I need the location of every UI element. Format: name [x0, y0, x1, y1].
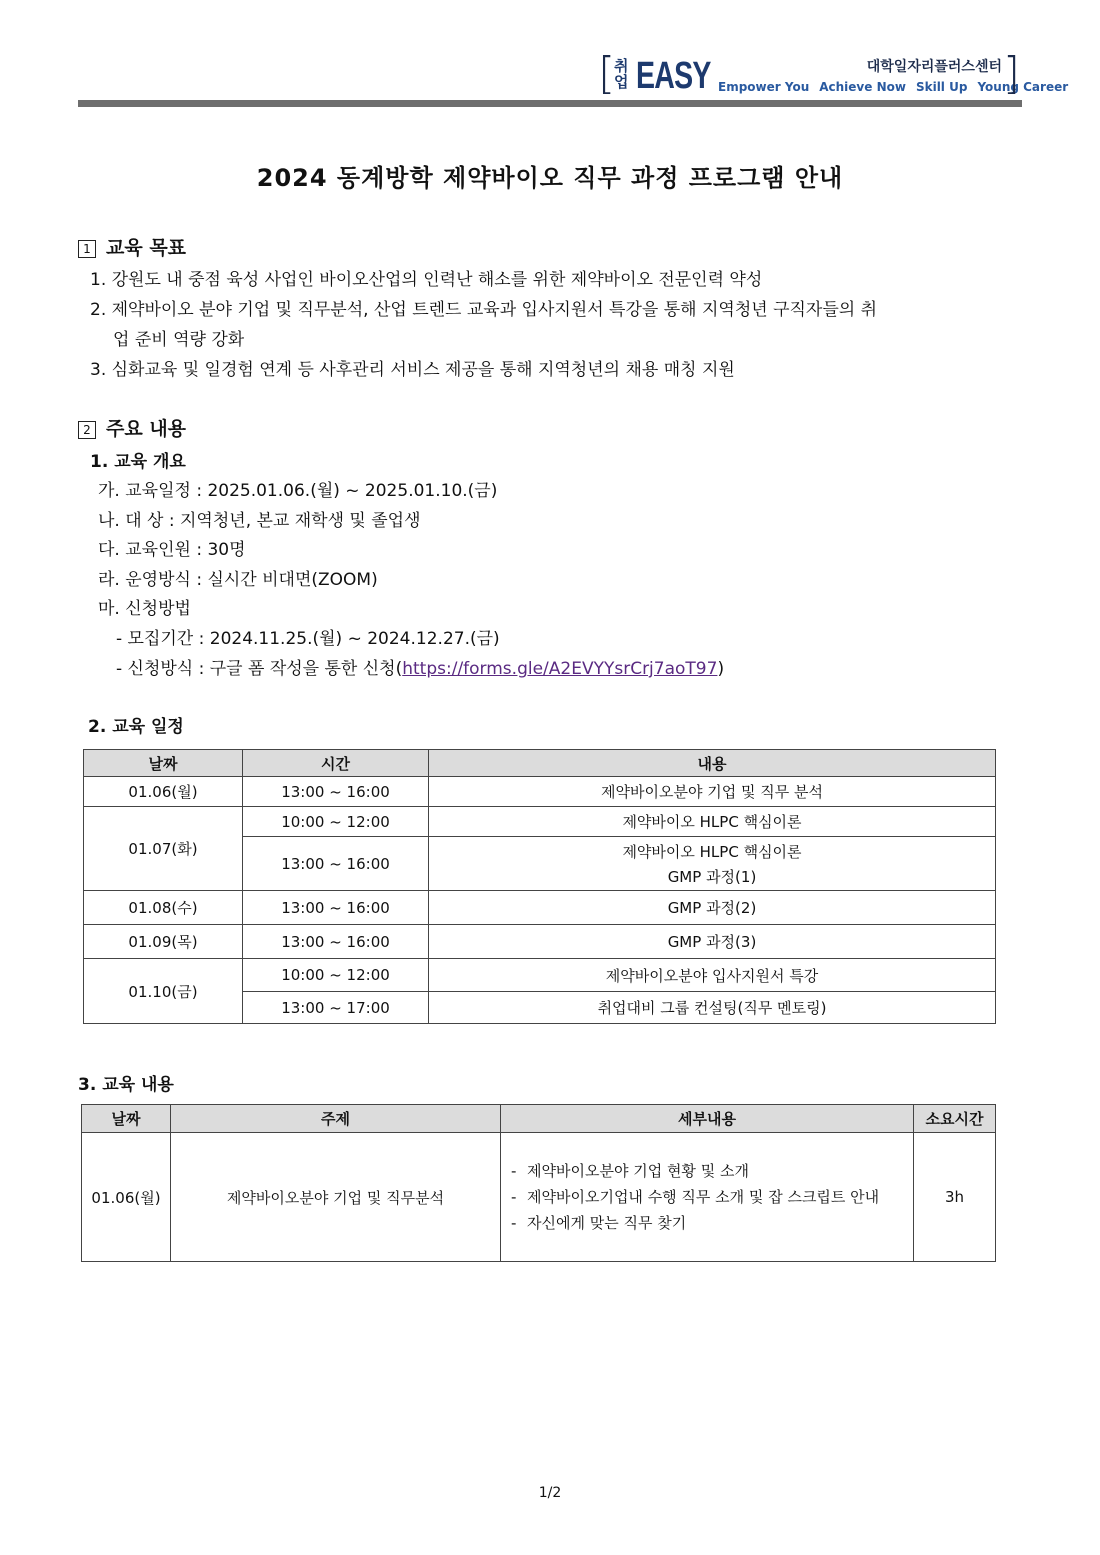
list-item: - 제약바이오기업내 수행 직무 소개 및 잡 스크립트 안내: [511, 1184, 905, 1210]
table-row: 13:00 ~ 16:00 제약바이오 HLPC 핵심이론 GMP 과정(1): [84, 837, 996, 891]
section-number-box: 2: [78, 421, 96, 439]
page-number: 1/2: [538, 1485, 562, 1501]
col-header-topic: 주제: [171, 1105, 501, 1133]
table-row: 13:00 ~ 17:00 취업대비 그룹 컨설팅(직무 멘토링): [84, 992, 996, 1024]
goal-item-2-cont: 업 준비 역량 강화: [113, 330, 245, 350]
goal-item-1: 1. 강원도 내 중점 육성 사업인 바이오산업의 인력난 해소를 위한 제약바이오 전문인력 약성: [90, 270, 763, 290]
page-title: 2024 동계방학 제약바이오 직무 과정 프로그램 안내: [256, 164, 844, 192]
logo-prefix: 취업: [614, 57, 629, 91]
table-row: 01.06(월) 13:00 ~ 16:00 제약바이오분야 기업 및 직무 분석: [84, 777, 996, 807]
logo-center-name: 대학일자리플러스센터: [866, 59, 1002, 75]
overview-heading: 1. 교육 개요: [90, 452, 186, 472]
col-header-details: 세부내용: [501, 1105, 914, 1133]
col-header-hours: 소요시간: [914, 1105, 996, 1133]
logo-bracket-right: ]: [1002, 48, 1020, 99]
list-item: - 제약바이오분야 기업 현황 및 소개: [511, 1158, 905, 1184]
content-table: [81, 1104, 996, 1262]
goal-item-3: 3. 심화교육 및 일경험 연계 등 사후관리 서비스 제공을 통해 지역청년의 채용 매칭 지원: [90, 360, 735, 380]
center-logo: [598, 48, 1069, 102]
col-header-date: 날짜: [84, 750, 243, 777]
overview-schedule: 가. 교육일정 : 2025.01.06.(월) ~ 2025.01.10.(금): [98, 481, 498, 501]
section-number-box: 1: [78, 240, 96, 258]
header-rule: [78, 100, 1022, 107]
section-1-heading: 1 교육 목표: [78, 233, 186, 260]
schedule-table: [83, 749, 996, 1024]
logo-slogan: Empower You Achieve Now Skill Up Young Career: [718, 80, 1069, 94]
table-row: 01.09(목) 13:00 ~ 16:00 GMP 과정(3): [84, 925, 996, 959]
logo-main: EASY: [636, 55, 711, 97]
schedule-heading: 2. 교육 일정: [88, 717, 184, 737]
overview-capacity: 다. 교육인원 : 30명: [98, 540, 246, 560]
goal-item-2: 2. 제약바이오 분야 기업 및 직무분석, 산업 트렌드 교육과 입사지원서 특강을 통해 지역청년 구직자들의 취: [90, 300, 877, 320]
overview-method: 라. 운영방식 : 실시간 비대면(ZOOM): [98, 570, 378, 590]
section-2-heading: 2 주요 내용: [78, 414, 186, 441]
table-row: 01.10(금) 10:00 ~ 12:00 제약바이오분야 입사지원서 특강: [84, 959, 996, 992]
recruit-period: - 모집기간 : 2024.11.25.(월) ~ 2024.12.27.(금): [116, 629, 500, 649]
table-row: 01.08(수) 13:00 ~ 16:00 GMP 과정(2): [84, 891, 996, 925]
col-header-content: 내용: [429, 750, 996, 777]
col-header-date: 날짜: [82, 1105, 171, 1133]
overview-apply: 마. 신청방법: [98, 599, 191, 619]
logo-bracket-left: [: [598, 48, 616, 99]
table-row: 01.07(화) 10:00 ~ 12:00 제약바이오 HLPC 핵심이론: [84, 807, 996, 837]
list-item: - 자신에게 맞는 직무 찾기: [511, 1210, 905, 1236]
apply-method: - 신청방식 : 구글 폼 작성을 통한 신청(https://forms.gle/A2EVYYsrCrj7aoT97): [116, 659, 725, 679]
content-heading: 3. 교육 내용: [78, 1075, 174, 1095]
col-header-time: 시간: [243, 750, 429, 777]
apply-form-link[interactable]: https://forms.gle/A2EVYYsrCrj7aoT97: [402, 659, 718, 679]
overview-target: 나. 대 상 : 지역청년, 본교 재학생 및 졸업생: [98, 511, 421, 531]
details-list: [501, 1133, 914, 1262]
table-row: 01.06(월) 제약바이오분야 기업 및 직무분석 - 제약바이오분야 기업 현황 및 소개 - 제약바이오기업내 수행 직무 소개 및 잡 스크립트 안내 - 자신에게 맞는 직무 찾기 3h: [82, 1133, 996, 1262]
